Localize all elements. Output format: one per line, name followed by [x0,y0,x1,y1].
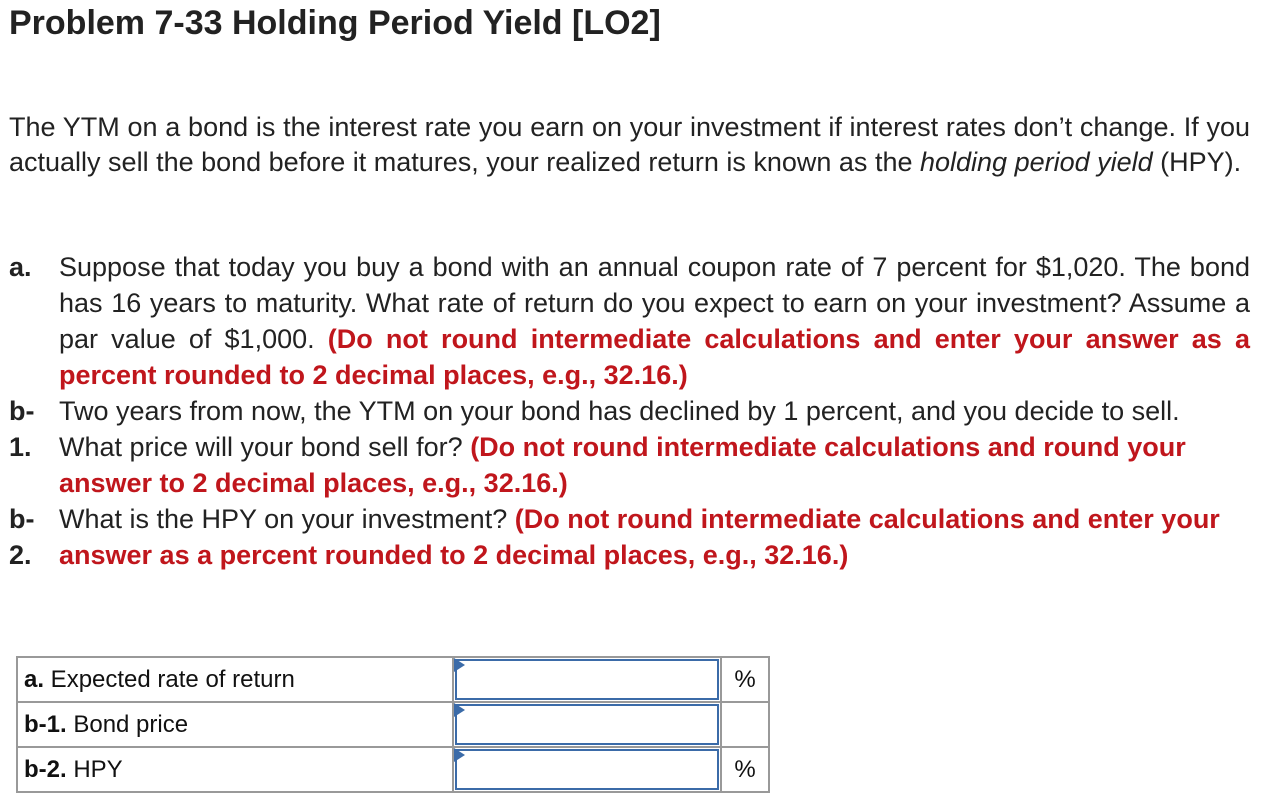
row-label-text: HPY [66,755,123,783]
bond-price-input[interactable] [455,704,719,745]
row-label-text: Bond price [66,710,189,738]
hpy-input[interactable] [455,749,719,790]
input-cell-bond-price [453,702,721,747]
part-b1-label-top: b- [9,396,35,426]
unit-percent: % [721,657,769,702]
part-a-text [59,249,1250,393]
row-label-bold: b-2. [24,755,67,783]
part-a [9,249,1250,393]
input-cell-expected-return [453,657,721,702]
unit-percent: % [721,747,769,792]
part-b1-label [9,393,59,465]
intro-text-before: The YTM on a bond is the interest rate you earn on your investment if interest rates don’t change. If you actually sell the bond before it matures, your realized return is known as the [9,112,1250,177]
input-cell-hpy [453,747,721,792]
intro-italic-term: holding period yield [919,147,1153,177]
part-a-label: a. [9,252,32,282]
intro-paragraph [9,110,1250,180]
part-b2-label [9,501,59,573]
expected-return-input[interactable] [455,659,719,700]
unit-empty [721,702,769,747]
row-label-expected-return [17,657,453,702]
part-a-instruction: (Do not round intermediate calculations and enter your answer as a percent rounded to 2 decimal places, e.g., 32.16.) [59,324,1250,390]
row-label-bold: b-1. [24,710,67,738]
table-row [17,702,769,747]
row-label-text: Expected rate of return [44,665,295,693]
table-row [17,747,769,792]
row-label-bold: a. [24,665,45,693]
table-row [17,657,769,702]
answer-table [16,656,770,793]
part-b1-instruction: (Do not round intermediate calculations and round your answer to 2 decimal places, e.g., 32.16.) [59,432,1186,498]
part-b2-text [59,501,1250,573]
intro-text-after: (HPY). [1152,147,1242,177]
part-a-question: Suppose that today you buy a bond with an annual coupon rate of 7 percent for $1,020. The bond has 16 years to maturity. What rate of return do you expect to earn on your investment? Assume a par value of $1,000. [59,252,1250,354]
part-b1 [9,393,1250,501]
part-b2-question: What is the HPY on your investment? [59,504,508,534]
part-b1-question: Two years from now, the YTM on your bond has declined by 1 percent, and you decide to sell. What price will your bond sell for? [59,396,1180,462]
page-title: Problem 7-33 Holding Period Yield [LO2] [9,4,661,42]
row-label-bond-price [17,702,453,747]
row-label-hpy [17,747,453,792]
part-b2-label-top: b- [9,504,35,534]
question-parts [9,249,1250,573]
part-b2-instruction: (Do not round intermediate calculations and enter your answer as a percent rounded to 2 decimal places, e.g., 32.16.) [59,504,1220,570]
part-b2-label-bottom: 2. [9,540,32,570]
part-b1-text [59,393,1250,501]
part-b1-label-bottom: 1. [9,432,32,462]
part-b2 [9,501,1250,573]
